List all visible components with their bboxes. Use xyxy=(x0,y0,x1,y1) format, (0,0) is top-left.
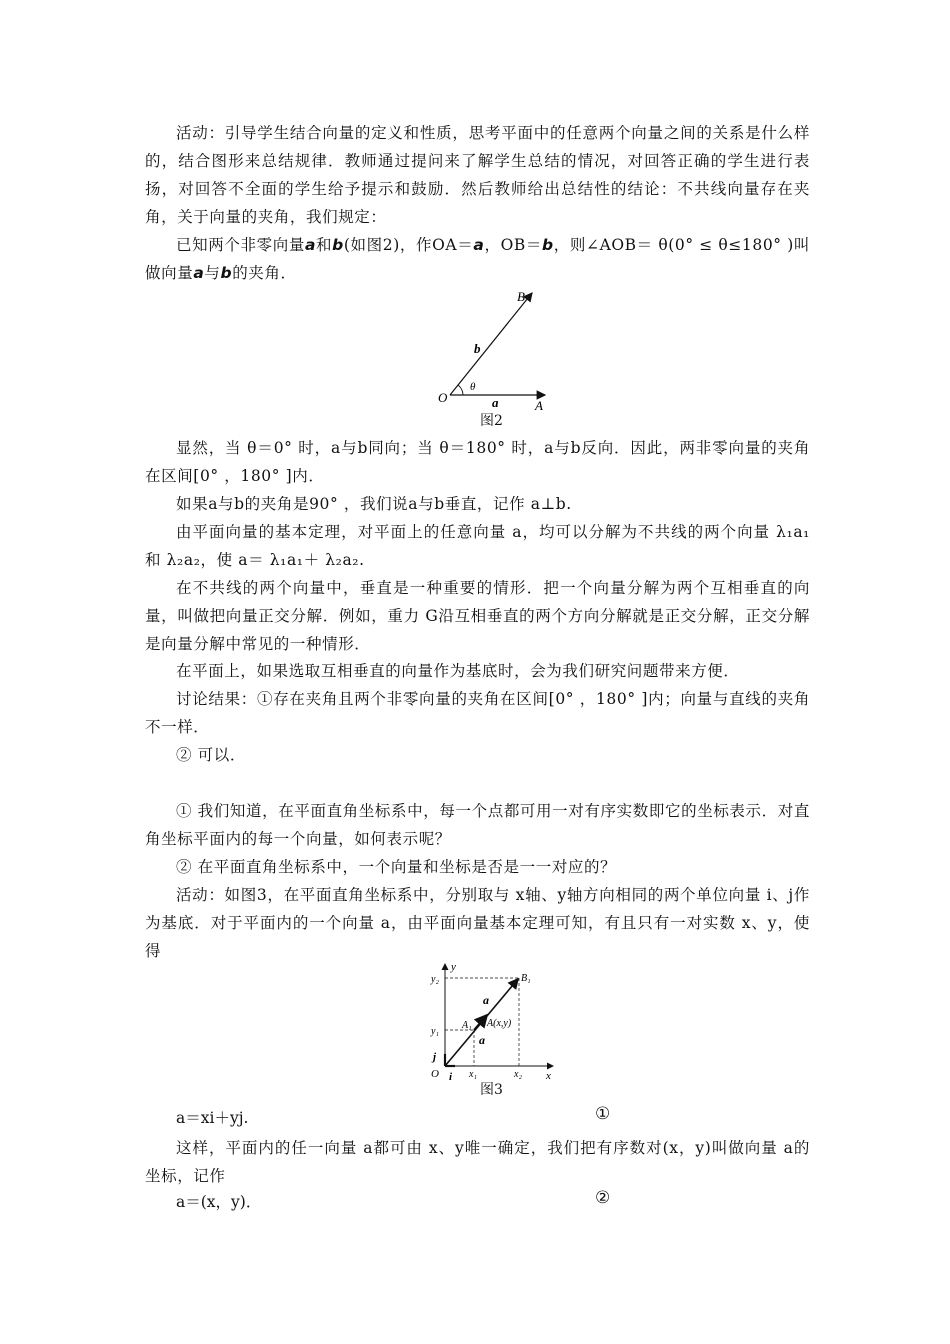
text-fragment: 和 xyxy=(316,236,333,254)
label-x-axis: x xyxy=(546,1070,551,1082)
vector-a: a xyxy=(193,264,205,282)
label-y1: y₁ xyxy=(431,1026,439,1037)
vector-b: b xyxy=(220,264,233,282)
label-B1: B₁ xyxy=(521,973,531,984)
paragraph-convenience: 在平面上，如果选取互相垂直的向量作为基底时，会为我们研究问题带来方便． xyxy=(176,662,740,680)
paragraph-angle-definition xyxy=(145,231,810,287)
formula-coordinates: a＝(x，y)． xyxy=(176,1193,262,1211)
text-fragment: 与 xyxy=(204,264,221,282)
paragraph-question-2: ② 在平面直角坐标系中，一个向量和坐标是否是一一对应的？ xyxy=(176,858,617,876)
paragraph-orthogonal: 在不共线的两个向量中，垂直是一种重要的情形．把一个向量分解为两个互相垂直的向量，叫做把向量正交分解．例如，重力 G沿互相垂直的两个方向分解就是正交分解，正交分解是向量分解中常见的一种情形． xyxy=(145,579,810,653)
label-O: O xyxy=(438,390,448,405)
text-fragment: 已知两个非零向量 xyxy=(176,236,305,254)
label-y-axis: y xyxy=(451,961,456,973)
paragraph-perpendicular: 如果a与b的夹角是90° ，我们说a与b垂直，记作 a⊥b. xyxy=(176,495,572,513)
figure-2-caption: 图2 xyxy=(480,413,503,429)
text-fragment: ，则∠AOB＝ θ(0° ≤ θ≤180° )叫做向量 xyxy=(145,236,810,282)
text-fragment: 的夹角． xyxy=(232,264,297,282)
label-b: b xyxy=(474,341,481,356)
vector-a: a xyxy=(304,236,317,254)
paragraph-question-1: ① 我们知道，在平面直角坐标系中，每一个点都可用一对有序实数即它的坐标表示．对直角坐标平面内的每一个向量，如何表示呢？ xyxy=(145,802,810,848)
vector-b-arrow xyxy=(450,293,532,395)
label-j: j xyxy=(433,1051,437,1063)
label-a-upper: a xyxy=(483,993,489,1007)
label-x1: x₁ xyxy=(469,1069,477,1080)
formula-decomposition: a＝xi＋yj. xyxy=(176,1109,249,1127)
vector-b: b xyxy=(332,236,344,254)
label-a: a xyxy=(492,395,499,410)
vector-a-segment xyxy=(474,1015,487,1030)
label-i: i xyxy=(449,1071,453,1083)
paragraph-discussion: 讨论结果：①存在夹角且两个非零向量的夹角在区间[0° ，180° ]内；向量与直线的夹角不一样． xyxy=(145,690,810,736)
paragraph-activity-intro: 活动：引导学生结合向量的定义和性质，思考平面中的任意两个向量之间的关系是什么样的，结合图形来总结规律．教师通过提问来了解学生总结的情况，对回答正确的学生进行表扬，对回答不全面的学生给予提示和鼓励．然后教师给出总结性的结论：不共线向量存在夹角，关于向量的夹角，我们规定： xyxy=(145,124,810,226)
text-fragment: ，OB＝ xyxy=(484,236,543,254)
equation-marker-1: ① xyxy=(595,1104,611,1124)
label-theta: θ xyxy=(470,381,476,393)
figure-3-caption: 图3 xyxy=(480,1082,503,1098)
paragraph-activity-coordinates: 活动：如图3，在平面直角坐标系中，分别取与 x轴、y轴方向相同的两个单位向量 i、j作为基底．对于平面内的一个向量 a，由平面向量基本定理可知，有且只有一对实数 x、y，使得 xyxy=(145,886,810,960)
label-A1: A₁ xyxy=(462,1020,472,1031)
paragraph-same-opposite: 显然，当 θ＝0° 时，a与b同向；当 θ＝180° 时，a与b反向．因此，两非零向量的夹角在区间[0° ，180° ]内． xyxy=(145,439,810,485)
paragraph-coordinate-definition: 这样，平面内的任一向量 a都可由 x、y唯一确定，我们把有序数对(x，y)叫做向量 a的坐标，记作 xyxy=(145,1139,810,1185)
paragraph-basis-theorem: 由平面向量的基本定理，对平面上的任意向量 a，均可以分解为不共线的两个向量 λ₁a₁和 λ₂a₂，使 a＝ λ₁a₁＋ λ₂a₂. xyxy=(145,523,810,569)
label-y2: y₂ xyxy=(431,974,439,985)
vector-a: a xyxy=(473,236,485,254)
label-origin: O xyxy=(431,1068,439,1080)
label-B: B xyxy=(517,289,525,304)
label-x2: x₂ xyxy=(514,1069,522,1080)
vector-b: b xyxy=(542,236,554,254)
label-a-lower: a xyxy=(479,1033,485,1047)
text-fragment: (如图2)，作OA＝ xyxy=(343,236,474,254)
label-A: A xyxy=(535,398,543,413)
angle-arc xyxy=(458,385,463,395)
figure-2-angle-diagram xyxy=(430,285,560,415)
equation-marker-2: ② xyxy=(595,1188,611,1208)
paragraph-answer-2: ② 可以． xyxy=(176,746,246,764)
figure-3-coordinate-diagram xyxy=(425,958,560,1083)
label-A: A(x,y) xyxy=(487,1018,512,1029)
